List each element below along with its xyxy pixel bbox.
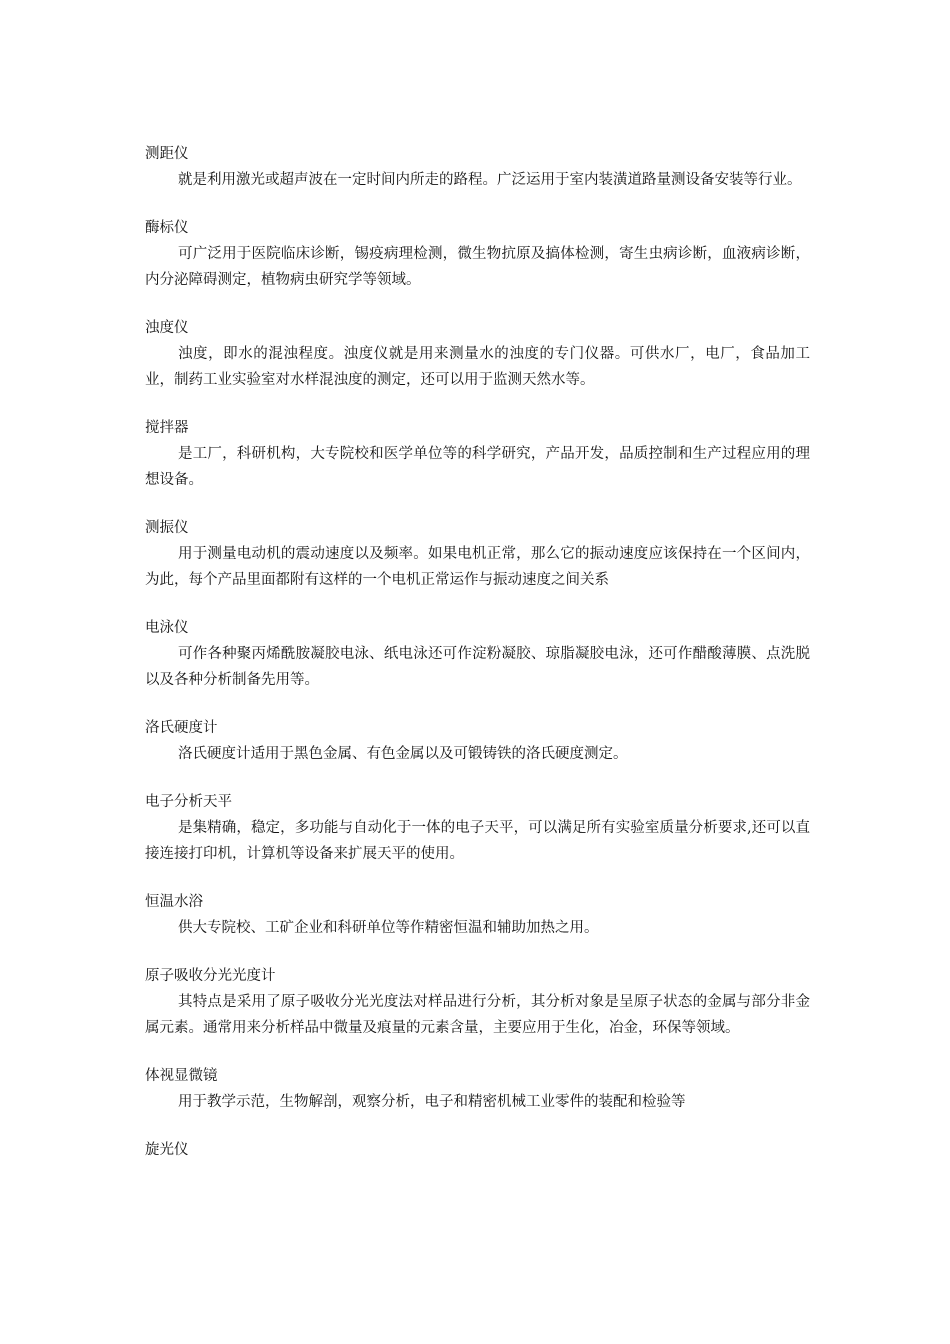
entry-description: 用于测量电动机的震动速度以及频率。如果电机正常，那么它的振动速度应该保持在一个区间内，为此，每个产品里面都附有这样的一个电机正常运作与振动速度之间关系 (145, 546, 810, 588)
entry-description: 浊度，即水的混浊程度。浊度仪就是用来测量水的浊度的专门仪器。可供水厂，电厂，食品加工业，制药工业实验室对水样混浊度的测定，还可以用于监测天然水等。 (145, 346, 810, 388)
entry-description: 洛氏硬度计适用于黑色金属、有色金属以及可锻铸铁的洛氏硬度测定。 (178, 746, 628, 762)
entry-title: 搅拌器 (145, 420, 189, 436)
entry-turbidimeter (145, 315, 810, 393)
entry-description: 可作各种聚丙烯酰胺凝胶电泳、纸电泳还可作淀粉凝胶、琼脂凝胶电泳，还可作醋酸薄膜、点洗脱以及各种分析制备先用等。 (145, 646, 810, 688)
entry-title: 原子吸收分光光度计 (145, 968, 276, 984)
entry-title: 测距仪 (145, 146, 189, 162)
entry-description: 可广泛用于医院临床诊断，锡疫病理检测，微生物抗原及搞体检测，寄生虫病诊断，血液病诊断，内分泌障碍测定，植物病虫研究学等领域。 (145, 246, 810, 288)
entry-description: 用于教学示范，生物解剖，观察分析，电子和精密机械工业零件的装配和检验等 (178, 1094, 686, 1110)
entry-description: 就是利用激光或超声波在一定时间内所走的路程。广泛运用于室内装潢道路量测设备安装等行业。 (178, 172, 802, 188)
entry-rangefinder (145, 141, 810, 193)
entry-atomic-absorption-spectrophotometer (145, 963, 810, 1041)
entry-microplate-reader (145, 215, 810, 293)
entry-analytical-balance (145, 789, 810, 867)
entry-title: 浊度仪 (145, 320, 189, 336)
entry-stereo-microscope (145, 1063, 810, 1115)
entry-title: 洛氏硬度计 (145, 720, 218, 736)
entry-title: 旋光仪 (145, 1142, 189, 1158)
entry-title: 电泳仪 (145, 620, 189, 636)
entry-title: 体视显微镜 (145, 1068, 218, 1084)
entry-title: 酶标仪 (145, 220, 189, 236)
entry-description: 是工厂，科研机构，大专院校和医学单位等的科学研究，产品开发，品质控制和生产过程应用的理想设备。 (145, 446, 810, 488)
entry-description: 供大专院校、工矿企业和科研单位等作精密恒温和辅助加热之用。 (178, 920, 599, 936)
entry-description: 是集精确，稳定，多功能与自动化于一体的电子天平，可以满足所有实验室质量分析要求,还可以直接连接打印机，计算机等设备来扩展天平的使用。 (145, 820, 810, 862)
document-body (145, 141, 810, 1185)
entry-polarimeter (145, 1137, 810, 1163)
entry-title: 测振仪 (145, 520, 189, 536)
entry-description: 其特点是采用了原子吸收分光光度法对样品进行分析，其分析对象是呈原子状态的金属与部分非金属元素。通常用来分析样品中微量及痕量的元素含量，主要应用于生化，冶金，环保等领域。 (145, 994, 810, 1036)
entry-title: 恒温水浴 (145, 894, 203, 910)
entry-stirrer (145, 415, 810, 493)
entry-title: 电子分析天平 (145, 794, 232, 810)
entry-electrophoresis (145, 615, 810, 693)
entry-vibration-meter (145, 515, 810, 593)
entry-rockwell-hardness-tester (145, 715, 810, 767)
entry-water-bath (145, 889, 810, 941)
